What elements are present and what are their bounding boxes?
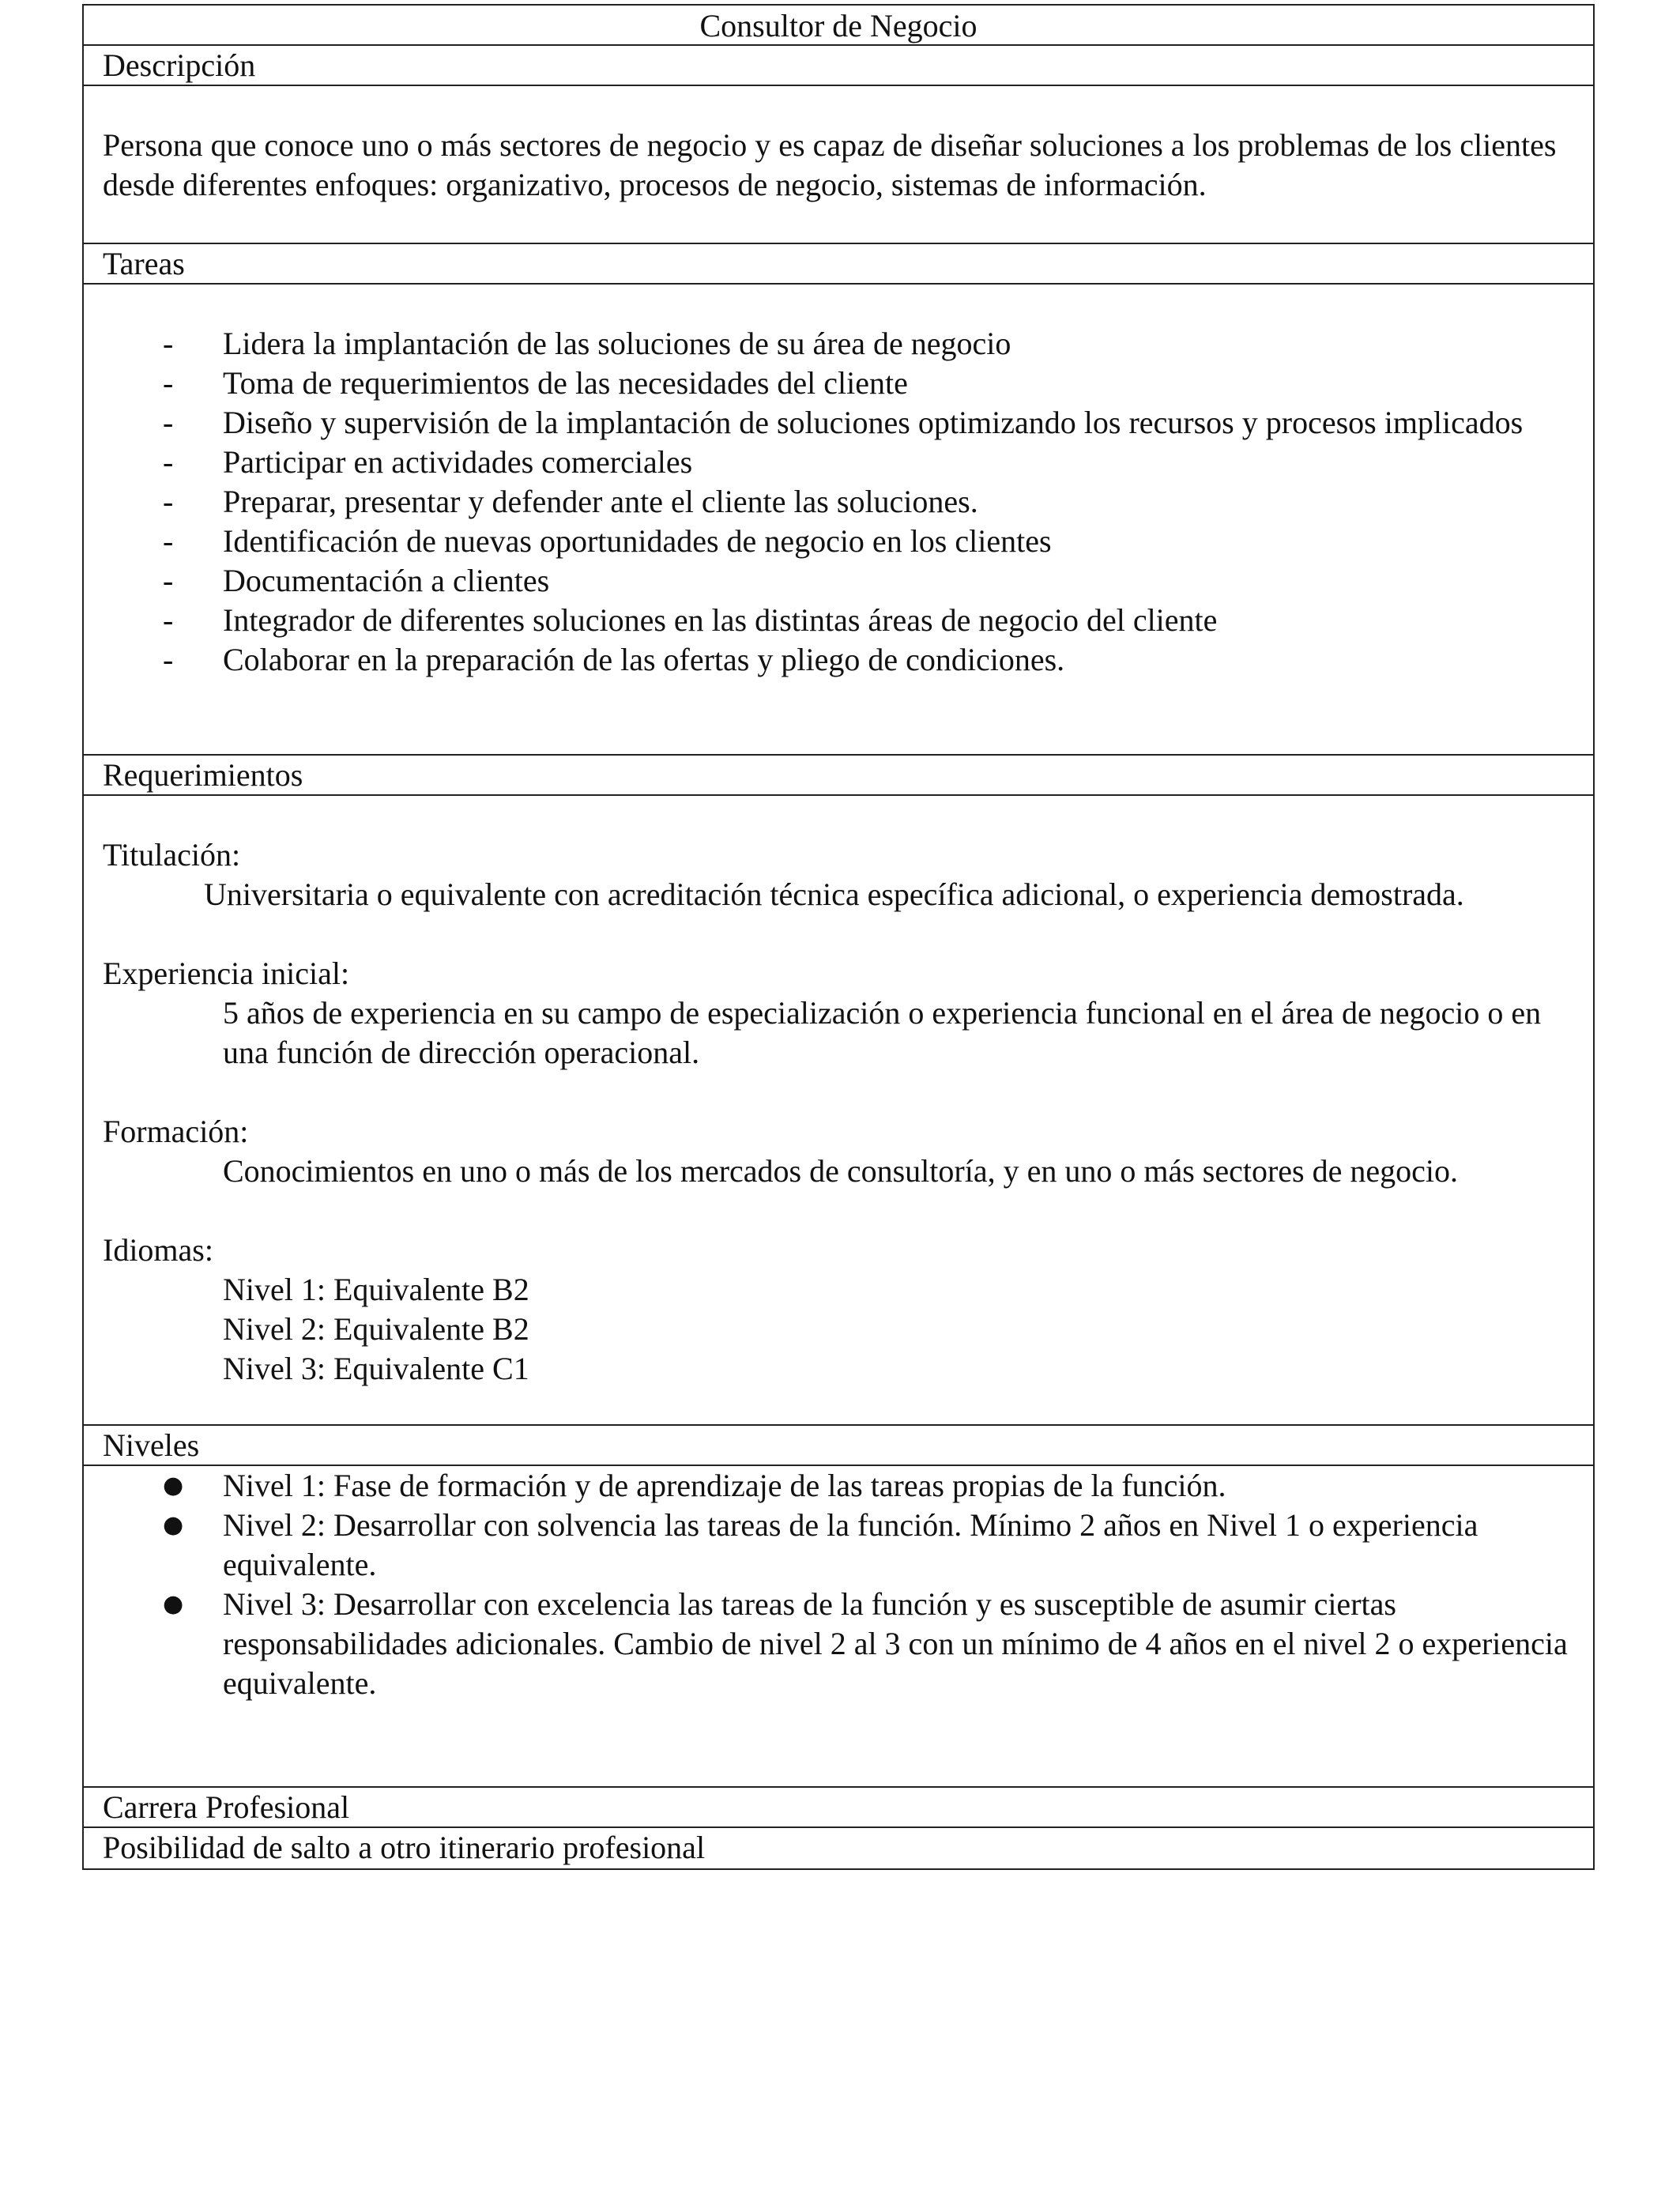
niveles-list — [103, 1466, 1574, 1703]
list-item — [103, 1506, 1574, 1585]
dash-marker: - — [163, 405, 174, 440]
list-item — [103, 443, 1574, 482]
titulacion-block — [103, 835, 1574, 914]
job-profile-table — [82, 4, 1595, 1870]
tarea-text: Integrador de diferentes soluciones en las distintas áreas de negocio del cliente — [223, 602, 1218, 638]
tareas-label: Tareas — [84, 244, 1593, 285]
descripcion-text: Persona que conoce uno o más sectores de negocio y es capaz de diseñar soluciones a los problemas de los clientes desde diferentes enfoques: organizativo, procesos de negocio, sistemas de información. — [103, 127, 1557, 202]
experiencia-block — [103, 954, 1574, 1072]
nivel-text: Nivel 1: Fase de formación y de aprendizaje de las tareas propias de la función. — [223, 1468, 1226, 1503]
formacion-block — [103, 1112, 1574, 1191]
list-item — [103, 482, 1574, 522]
bullet-marker: ● — [163, 1511, 184, 1539]
idiomas-heading: Idiomas: — [103, 1232, 213, 1268]
list-item — [103, 640, 1574, 680]
nivel-text: Nivel 3: Desarrollar con excelencia las tareas de la función y es susceptible de asumir ciertas responsabilidades adicionales. Cambio de nivel 2 al 3 con un mínimo de 4 años en el nivel 2 o experiencia equivalente. — [223, 1586, 1568, 1701]
tarea-text: Participar en actividades comerciales — [223, 444, 693, 480]
tarea-text: Toma de requerimientos de las necesidades del cliente — [223, 365, 908, 401]
document-title: Consultor de Negocio — [84, 6, 1593, 46]
list-item — [103, 1585, 1574, 1703]
experiencia-heading: Experiencia inicial: — [103, 956, 350, 991]
experiencia-value: 5 años de experiencia en su campo de especialización o experiencia funcional en el área de negocio o en una función de dirección operacional. — [223, 995, 1542, 1070]
tarea-text: Preparar, presentar y defender ante el cliente las soluciones. — [223, 484, 978, 519]
requerimientos-label: Requerimientos — [84, 756, 1593, 796]
requerimientos-section — [84, 796, 1593, 1426]
tareas-list — [103, 324, 1574, 680]
list-item — [103, 561, 1574, 601]
idioma-level: Nivel 1: Equivalente B2 — [223, 1272, 529, 1307]
nivel-text: Nivel 2: Desarrollar con solvencia las tareas de la función. Mínimo 2 años en Nivel 1 o experiencia equivalente. — [223, 1507, 1478, 1582]
tarea-text: Identificación de nuevas oportunidades de negocio en los clientes — [223, 523, 1052, 559]
carrera-label: Carrera Profesional — [84, 1788, 1593, 1828]
list-item — [103, 324, 1574, 364]
niveles-label: Niveles — [84, 1426, 1593, 1466]
idioma-level: Nivel 2: Equivalente B2 — [223, 1311, 529, 1347]
tarea-text: Documentación a clientes — [223, 563, 550, 598]
niveles-section — [84, 1466, 1593, 1788]
descripcion-section — [84, 86, 1593, 244]
carrera-text: Posibilidad de salto a otro itinerario profesional — [103, 1830, 706, 1865]
tarea-text: Lidera la implantación de las soluciones de su área de negocio — [223, 326, 1011, 361]
dash-marker: - — [163, 563, 174, 598]
bullet-marker: ● — [163, 1472, 184, 1499]
tarea-text: Colaborar en la preparación de las ofertas y pliego de condiciones. — [223, 642, 1065, 677]
list-item — [103, 364, 1574, 403]
formacion-heading: Formación: — [103, 1114, 249, 1149]
descripcion-label: Descripción — [84, 46, 1593, 86]
dash-marker: - — [163, 326, 174, 361]
bullet-marker: ● — [163, 1590, 184, 1618]
list-item — [103, 1466, 1574, 1506]
idioma-level: Nivel 3: Equivalente C1 — [223, 1351, 529, 1386]
dash-marker: - — [163, 642, 174, 677]
tarea-text: Diseño y supervisión de la implantación de soluciones optimizando los recursos y procesos implicados — [223, 405, 1524, 440]
titulacion-heading: Titulación: — [103, 837, 241, 873]
list-item — [103, 522, 1574, 561]
dash-marker: - — [163, 484, 174, 519]
formacion-value: Conocimientos en uno o más de los mercados de consultoría, y en uno o más sectores de negocio. — [223, 1153, 1458, 1189]
titulacion-value: Universitaria o equivalente con acreditación técnica específica adicional, o experiencia demostrada. — [204, 876, 1464, 912]
dash-marker: - — [163, 523, 174, 559]
dash-marker: - — [163, 365, 174, 401]
idiomas-block — [103, 1231, 1574, 1389]
dash-marker: - — [163, 602, 174, 638]
tareas-section — [84, 285, 1593, 756]
list-item — [103, 403, 1574, 443]
dash-marker: - — [163, 444, 174, 480]
list-item — [103, 601, 1574, 640]
